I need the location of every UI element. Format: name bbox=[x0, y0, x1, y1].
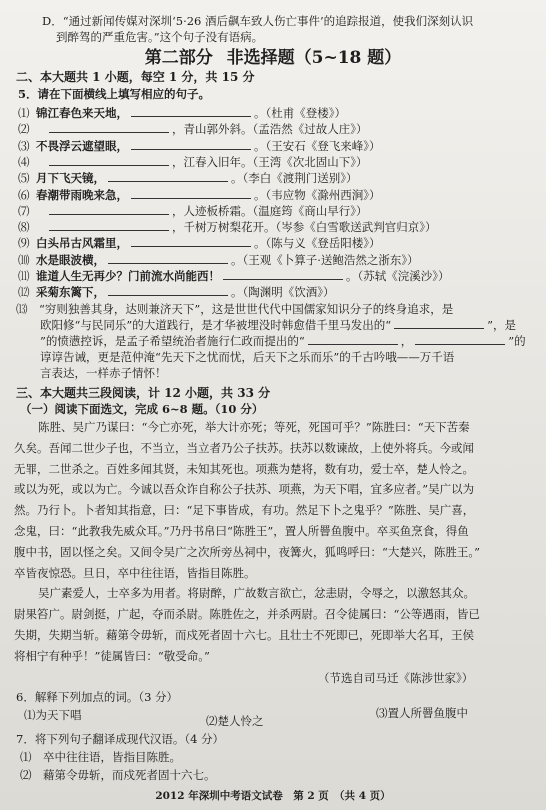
question-5: 5．请在下面横线上填写相应的句子。 bbox=[18, 87, 210, 101]
section-3-heading: 三、本大题共三段阅读，计 12 小题，共 33 分 bbox=[16, 386, 271, 400]
q6-item-3: ⑶置人所罾鱼腹中 bbox=[376, 706, 468, 720]
answer-blank[interactable] bbox=[131, 139, 251, 150]
item-number: ⑿ bbox=[18, 285, 30, 300]
item-given-line: 水是眼波横， bbox=[36, 252, 105, 267]
item-source: ，千树万树梨花开。（岑参《白雪歌送武判官归京》） bbox=[172, 220, 437, 235]
q13-line-5: 言表达，一样赤子情怀！ bbox=[40, 366, 167, 380]
poem-item bbox=[18, 139, 381, 153]
part-label: 第二部分 bbox=[144, 48, 213, 68]
option-d-line-1: D．“通过新闻传媒对深圳‘5·26 酒后飙车致人伤亡事件’的追踪报道，使我们深刻认识 bbox=[42, 14, 474, 28]
item-source: 。（苏轼《浣溪沙》） bbox=[346, 269, 450, 283]
item-source: 。（王安石《登飞来峰》） bbox=[254, 138, 381, 153]
answer-blank[interactable] bbox=[49, 122, 169, 133]
answer-blank[interactable] bbox=[49, 155, 169, 166]
item-number: ⑽ bbox=[18, 252, 30, 267]
item-number: ⑺ bbox=[18, 203, 30, 218]
answer-blank[interactable] bbox=[108, 171, 228, 182]
answer-blank[interactable] bbox=[49, 204, 169, 215]
item-number: ⑵ bbox=[18, 122, 30, 137]
item-source: ，人迹板桥霜。（温庭筠《商山早行》） bbox=[172, 203, 368, 218]
passage-line: 久矣。吾闻二世少子也，不当立，当立者乃公子扶苏。扶苏以数谏故，上使外将兵。今或闻 bbox=[14, 440, 474, 455]
passage-line: 陈胜、吴广乃谋曰：“今亡亦死，举大计亦死；等死，死国可乎？”陈胜曰：“天下苦秦 bbox=[38, 420, 470, 434]
poem-item bbox=[18, 106, 346, 120]
blank[interactable] bbox=[308, 334, 398, 345]
q13-line-2 bbox=[40, 318, 516, 332]
passage-line: 失期，失期当斩。藉第令毋斩，而戍死者固十六七。且壮士不死即已，死即举大名耳，王侯 bbox=[14, 628, 474, 642]
q13-line-2-end: ”，是 bbox=[487, 318, 517, 332]
item-number: ⑴ bbox=[18, 106, 30, 120]
passage-line: 然。乃行卜。卜者知其指意，曰：“足下事皆成，有功。然足下卜之鬼乎？”陈胜、吴广喜， bbox=[14, 503, 475, 518]
item-given-line: 谁道人生无再少？门前流水尚能西！ bbox=[36, 269, 220, 283]
section-2-heading: 二、本大题共 1 小题，每空 1 分，共 15 分 bbox=[16, 70, 255, 84]
answer-blank[interactable] bbox=[223, 269, 343, 280]
poem-item bbox=[18, 204, 368, 218]
part-name: 非选择题（5~18 题） bbox=[226, 48, 402, 68]
item-number: ⑾ bbox=[18, 269, 30, 283]
page-footer: 2012 年深圳中考语文试卷 第 2 页 （共 4 页） bbox=[155, 790, 391, 802]
passage-line: 或以为死，或以为亡。今诚以吾众诈自称公子扶苏、项燕，为天下唱，宜多应者。”吴广以为 bbox=[14, 482, 475, 497]
item-source: ，江春入旧年。（王湾《次北固山下》） bbox=[172, 154, 368, 169]
item-number: ⑻ bbox=[18, 220, 30, 235]
passage-line: 无罪，二世杀之。百姓多闻其贤，未知其死也。项燕为楚将，数有功，爱士卒，楚人怜之。 bbox=[14, 461, 474, 476]
item-source: 。（王观《卜算子·送鲍浩然之浙东》） bbox=[231, 252, 419, 267]
item-given-line: 采菊东篱下， bbox=[36, 285, 105, 300]
q13-line-3-end: ”的 bbox=[508, 334, 526, 348]
passage-line: 将相宁有种乎！”徒属皆曰：“敬受命。” bbox=[14, 648, 210, 663]
poem-item bbox=[18, 188, 381, 202]
answer-blank[interactable] bbox=[131, 236, 251, 247]
answer-blank[interactable] bbox=[108, 253, 228, 264]
part-title bbox=[0, 43, 546, 68]
q13-line-3-text: ”的愤懑控诉，是孟子希望统治者施行仁政而提出的“ bbox=[40, 334, 305, 348]
item-source: ，青山郭外斜。（孟浩然《过故人庄》） bbox=[172, 122, 368, 137]
item-source: 。（李白《渡荆门送别》） bbox=[231, 171, 358, 186]
answer-blank[interactable] bbox=[49, 220, 169, 231]
passage-line: 吴广素爱人，士卒多为用者。将尉醉，广故数言欲亡，忿恚尉，令辱之，以激怒其众。 bbox=[38, 586, 475, 601]
option-d-line-2: 到醉驾的严重危害。”这个句子没有语病。 bbox=[56, 30, 264, 44]
reading-1-heading: （一）阅读下面选文，完成 6~8 题。（10 分） bbox=[20, 402, 264, 416]
passage-source: （节选自司马迁《陈涉世家》） bbox=[318, 671, 474, 685]
q6-item-1: ⑴为天下唱 bbox=[24, 708, 82, 722]
answer-blank[interactable] bbox=[131, 106, 251, 117]
item-number: ⑶ bbox=[18, 138, 30, 153]
blank[interactable] bbox=[394, 318, 484, 329]
q13-line-1: ⒀ “穷则独善其身，达则兼济天下”，这是世世代代中国儒家知识分子的终身追求，是 bbox=[16, 302, 454, 316]
poem-item bbox=[18, 122, 368, 136]
item-number: ⑷ bbox=[18, 154, 30, 169]
question-7: 7．将下列句子翻译成现代汉语。（4 分） bbox=[16, 732, 225, 746]
q13-line-3: ”的愤懑控诉，是孟子希望统治者施行仁政而提出的“ ， ”的 bbox=[40, 334, 526, 348]
item-given-line: 白头吊古风霜里， bbox=[36, 236, 128, 251]
item-given-line: 月下飞天镜， bbox=[36, 171, 105, 186]
poem-item bbox=[18, 269, 450, 283]
q7-item-1: ⑴ 卒中往往语，皆指目陈胜。 bbox=[20, 750, 181, 764]
passage-line: 卒皆夜惊恐。旦日，卒中往往语，皆指目陈胜。 bbox=[14, 565, 256, 580]
item-number: ⑹ bbox=[18, 187, 30, 202]
answer-blank[interactable] bbox=[108, 285, 228, 296]
item-source: 。（杜甫《登楼》） bbox=[254, 106, 346, 120]
poem-item bbox=[18, 236, 381, 250]
item-given-line: 锦江春色来天地， bbox=[36, 106, 128, 120]
poem-item bbox=[18, 253, 419, 267]
poem-item bbox=[18, 171, 358, 185]
q13-line-2-text: 欧阳修“与民同乐”的大道践行，是才华被埋没时韩愈借千里马发出的“ bbox=[40, 318, 392, 332]
passage-line: 尉果笞广。尉剑挺，广起，夺而杀尉。陈胜佐之，并杀两尉。召令徒属曰：“公等遇雨，皆已 bbox=[14, 607, 480, 622]
q6-item-2: ⑵楚人怜之 bbox=[206, 714, 264, 728]
poem-item bbox=[18, 155, 368, 169]
item-source: 。（陶渊明《饮酒》） bbox=[231, 285, 335, 300]
item-source: 。（陈与义《登岳阳楼》） bbox=[254, 236, 381, 251]
blank[interactable] bbox=[415, 334, 505, 345]
poem-item bbox=[18, 220, 437, 234]
item-given-line: 不畏浮云遮望眼， bbox=[36, 138, 128, 153]
item-number: ⑸ bbox=[18, 171, 30, 186]
passage-line: 腹中书，固以怪之矣。又间令吴广之次所旁丛祠中，夜篝火，狐鸣呼曰：“大楚兴，陈胜王。” bbox=[14, 544, 481, 559]
q13-line-4: 谆谆告诫，更是范仲淹“先天下之忧而忧，后天下之乐而乐”的千古吟哦——万千语 bbox=[40, 350, 455, 364]
q7-item-2: ⑵ 藉第令毋斩，而戍死者固十六七。 bbox=[20, 768, 216, 782]
poem-item bbox=[18, 285, 335, 299]
item-source: 。（韦应物《滁州西涧》） bbox=[254, 187, 381, 202]
answer-blank[interactable] bbox=[131, 188, 251, 199]
item-given-line: 春潮带雨晚来急， bbox=[36, 187, 128, 202]
item-number: ⑼ bbox=[18, 236, 30, 251]
question-6: 6．解释下列加点的词。（3 分） bbox=[16, 690, 179, 704]
passage-line: 念鬼，曰：“此教我先威众耳。”乃丹书帛曰“陈胜王”，置人所罾鱼腹中。卒买鱼烹食，得鱼 bbox=[14, 524, 469, 538]
